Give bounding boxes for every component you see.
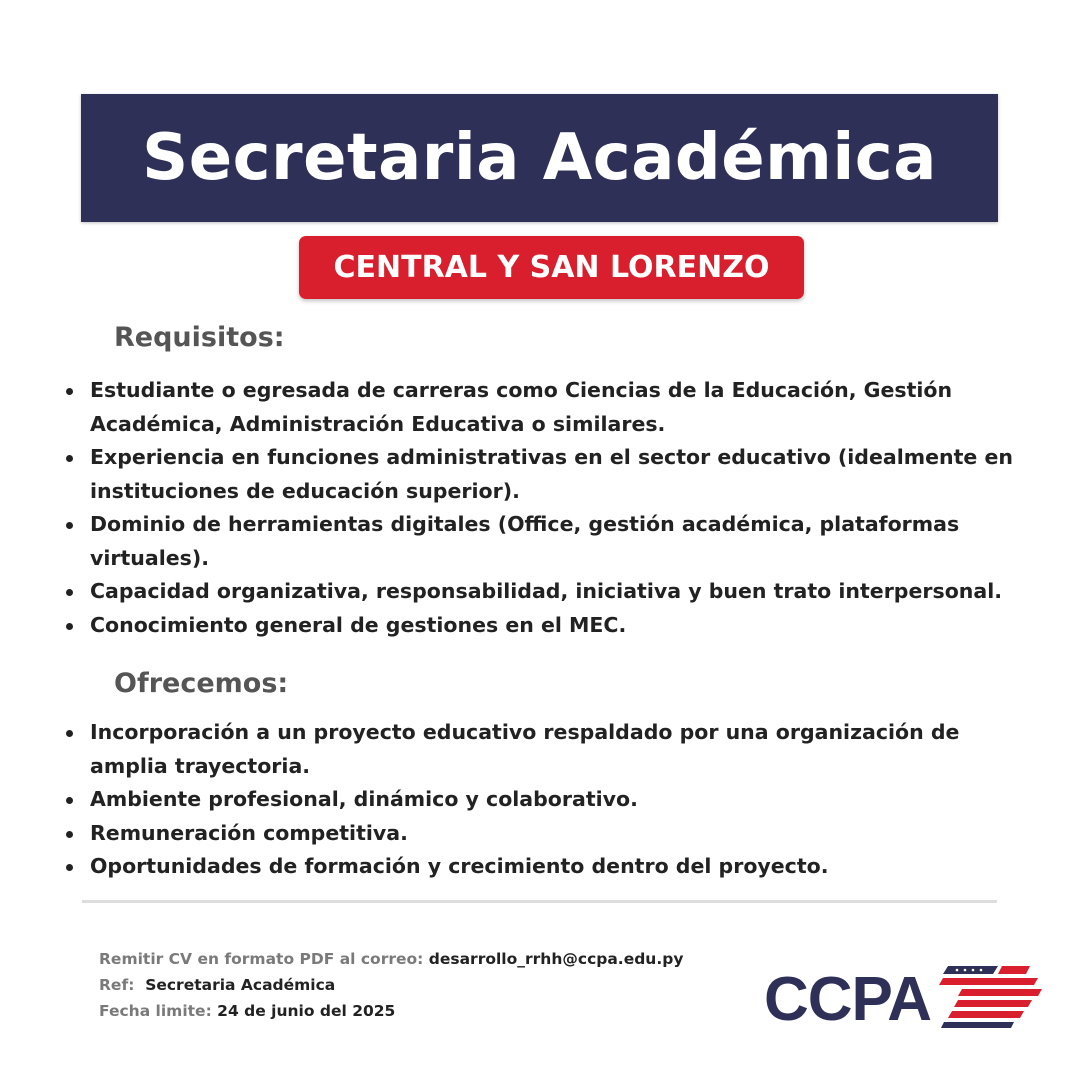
ref-line: [99, 972, 683, 998]
ofrecemos-heading: Ofrecemos:: [114, 668, 289, 699]
requisito-item: Conocimiento general de gestiones en el MEC.: [62, 609, 1042, 643]
location-badge: [299, 236, 804, 299]
deadline-line: [99, 998, 683, 1024]
page-title: Secretaria Académica: [142, 121, 937, 195]
email-line: [99, 946, 683, 972]
email-link[interactable]: desarrollo_rrhh@ccpa.edu.py: [428, 950, 684, 968]
email-label: Remitir CV en formato PDF al correo:: [99, 950, 424, 968]
ofrecemos-item: Remuneración competitiva.: [62, 817, 1042, 851]
requisito-item: Estudiante o egresada de carreras como Ciencias de la Educación, Gestión Académica, Administración Educativa o similares.: [62, 374, 1042, 441]
ofrecemos-item: Oportunidades de formación y crecimiento dentro del proyecto.: [62, 850, 1042, 884]
location-label: CENTRAL Y SAN LORENZO: [333, 250, 770, 285]
requisito-item: Experiencia en funciones administrativas en el sector educativo (idealmente en instituciones de educación superior).: [62, 441, 1042, 508]
ref-value: Secretaria Académica: [145, 976, 336, 994]
requisito-item: Dominio de herramientas digitales (Office, gestión académica, plataformas virtuales).: [62, 508, 1042, 575]
ofrecemos-list: [62, 716, 1042, 884]
deadline-value: 24 de junio del 2025: [217, 1002, 396, 1020]
ofrecemos-item: Ambiente profesional, dinámico y colaborativo.: [62, 783, 1042, 817]
logo-text: CCPA: [764, 965, 932, 1030]
requisito-item: Capacidad organizativa, responsabilidad, iniciativa y buen trato interpersonal.: [62, 575, 1042, 609]
requisitos-list: [62, 374, 1042, 642]
title-banner: [81, 94, 998, 222]
ccpa-logo: [762, 960, 1044, 1030]
divider: [82, 900, 997, 903]
flag-icon: [939, 966, 1042, 1028]
ofrecemos-item: Incorporación a un proyecto educativo respaldado por una organización de amplia trayectoria.: [62, 716, 1042, 783]
deadline-label: Fecha limite:: [99, 1002, 212, 1020]
contact-footer: [99, 946, 683, 1024]
requisitos-heading: Requisitos:: [114, 322, 285, 353]
ref-label: Ref:: [99, 976, 135, 994]
